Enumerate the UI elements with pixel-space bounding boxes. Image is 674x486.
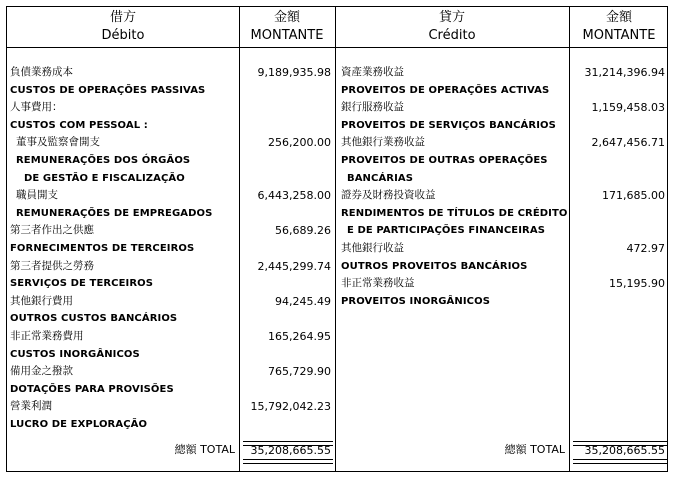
credit-item-amount: 1,159,458.03 <box>591 101 665 115</box>
credit-item-amount: 15,195.90 <box>609 277 665 291</box>
debit-item-amount: 2,445,299.74 <box>257 259 331 273</box>
debit-item-label: 負債業務成本 <box>10 66 73 78</box>
credit-header-pt: Crédito <box>428 28 476 43</box>
debit-item-label: 營業利潤 <box>10 400 52 413</box>
debit-item-label: SERVIÇOS DE TERCEIROS <box>10 278 154 290</box>
credit-item-label: 其他銀行收益 <box>341 242 404 254</box>
debit-item-label: REMUNERAÇÕES DE EMPREGADOS <box>16 207 213 219</box>
debit-header-pt: Débito <box>101 28 145 43</box>
credit-item-label: 其他銀行業務收益 <box>341 136 425 149</box>
credit-header <box>335 9 569 45</box>
credit-item-label: 非正常業務收益 <box>341 277 415 290</box>
credit-header-zh: 貸方 <box>438 10 465 25</box>
debit-item-label: 職員開支 <box>16 189 58 202</box>
debit-item-amount: 94,245.49 <box>275 294 331 308</box>
debit-item-amount: 56,689.26 <box>275 224 331 238</box>
credit-item-amount: 171,685.00 <box>602 189 665 203</box>
credit-item-label: 證券及財務投資收益 <box>341 189 436 202</box>
debit-item-amount: 765,729.90 <box>268 365 331 379</box>
credit-item-label: 銀行服務收益 <box>341 101 404 114</box>
credit-item-amount: 472.97 <box>626 242 665 255</box>
debit-item-amount: 9,189,935.98 <box>257 66 331 79</box>
debit-item-label: 其他銀行費用 <box>10 294 73 307</box>
debit-total-label: 總額 TOTAL <box>174 443 235 456</box>
credit-total-label: 總額 TOTAL <box>504 443 565 456</box>
amount2-header-pt: MONTANTE <box>582 28 656 43</box>
header-divider <box>7 47 667 48</box>
credit-item-label: RENDIMENTOS DE TÍTULOS DE CRÉDITO <box>341 207 568 219</box>
amount-header-pt: MONTANTE <box>250 28 324 43</box>
column-divider <box>335 7 336 471</box>
debit-item-label: DOTAÇÕES PARA PROVISÕES <box>10 383 174 395</box>
debit-item-label: CUSTOS INORGÂNICOS <box>10 348 140 360</box>
debit-item-label: DE GESTÃO E FISCALIZAÇÃO <box>24 172 185 184</box>
debit-item-label: 董事及監察會開支 <box>16 136 100 149</box>
debit-item-amount: 6,443,258.00 <box>257 189 331 203</box>
credit-item-label: PROVEITOS DE SERVIÇOS BANCÁRIOS <box>341 119 556 131</box>
debit-item-label: CUSTOS COM PESSOAL : <box>10 119 148 131</box>
credit-item-amount: 31,214,396.94 <box>584 66 665 79</box>
debit-item-amount: 165,264.95 <box>268 330 331 343</box>
credit-item-label: PROVEITOS DE OUTRAS OPERAÇÕES <box>341 155 548 166</box>
amount-header-zh: 金額 <box>273 10 300 25</box>
debit-item-label: 備用金之撥款 <box>10 365 73 378</box>
credit-item-label: E DE PARTICIPAÇÕES FINANCEIRAS <box>347 225 545 237</box>
amount2-header-zh: 金額 <box>605 10 632 25</box>
credit-item-amount: 2,647,456.71 <box>591 136 665 150</box>
credit-total-bottom-rule <box>573 459 667 464</box>
credit-amount-header <box>569 9 669 45</box>
debit-item-label: 人事費用： <box>10 101 63 114</box>
credit-total-amount: 35,208,665.55 <box>584 444 665 457</box>
debit-item-amount: 15,792,042.23 <box>250 400 331 414</box>
debit-item-label: REMUNERAÇÕES DOS ÓRGÃOS <box>16 155 191 166</box>
debit-item-amount: 256,200.00 <box>268 136 331 150</box>
debit-item-label: 第三者提供之勞務 <box>10 259 94 272</box>
credit-item-label: OUTROS PROVEITOS BANCÁRIOS <box>341 260 528 272</box>
debit-item-label: OUTROS CUSTOS BANCÁRIOS <box>10 313 178 325</box>
debit-header <box>7 9 239 45</box>
debit-total-bottom-rule <box>243 459 333 464</box>
debit-item-label: FORNECIMENTOS DE TERCEIROS <box>10 243 195 254</box>
debit-amount-header <box>239 9 335 45</box>
debit-item-label: 第三者作出之供應 <box>10 224 94 237</box>
credit-item-label: PROVEITOS DE OPERAÇÕES ACTIVAS <box>341 84 550 96</box>
debit-item-label: CUSTOS DE OPERAÇÕES PASSIVAS <box>10 84 206 96</box>
debit-total-amount: 35,208,665.55 <box>250 444 331 457</box>
debit-item-label: LUCRO DE EXPLORAÇÃO <box>10 419 148 430</box>
credit-item-label: 資產業務收益 <box>341 66 404 78</box>
credit-item-label: BANCÁRIAS <box>347 172 414 184</box>
debit-item-label: 非正常業務費用 <box>10 330 84 342</box>
debit-header-zh: 借方 <box>109 10 136 25</box>
credit-item-label: PROVEITOS INORGÂNICOS <box>341 295 491 307</box>
account-statement-table <box>6 6 668 472</box>
